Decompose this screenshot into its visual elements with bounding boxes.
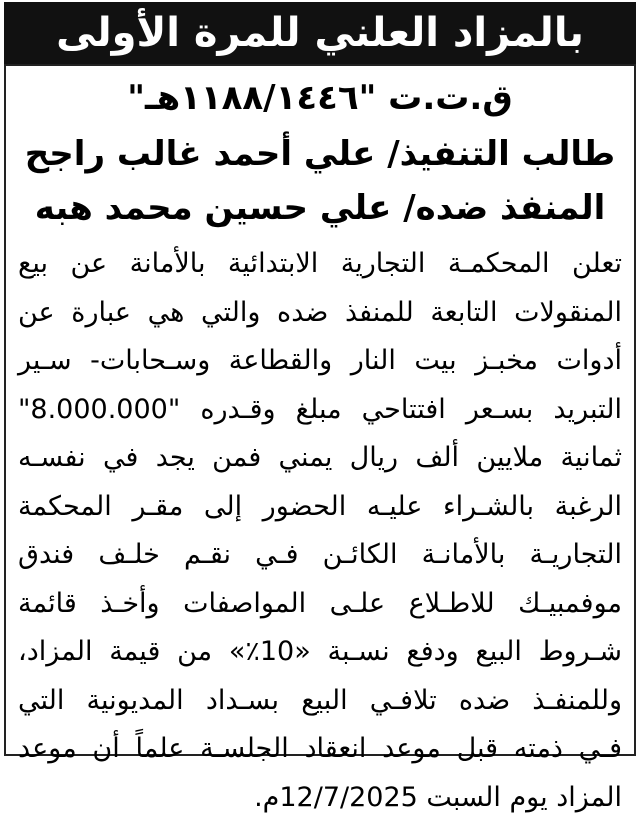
body-line: وللمنفـذ ضده تلافـي البيع بسـداد المديونية التي <box>18 677 622 726</box>
applicant-line: طالب التنفيذ/ علي أحمد غالب راجح <box>10 132 630 176</box>
respondent-line: المنفذ ضده/ علي حسين محمد هبه <box>10 186 630 230</box>
body-line: شـروط البيع ودفع نسـبة «10٪» من قيمة المزاد، <box>18 628 622 677</box>
case-number: ق.ت.ت "١١٨٨/١٤٤٦هـ" <box>10 76 630 120</box>
body-line-last: المزاد يوم السبت 12/7/2025م. <box>18 774 622 822</box>
body-line: فـي ذمته قبل موعد انعقاد الجلسـة علماً أن موعد <box>18 725 622 774</box>
body-line: المنقولات التابعة للمنفذ ضده والتي هي عبارة عن <box>18 289 622 338</box>
body-line: موفمبيـك للاطـلاع علـى المواصفات وأخـذ قائمة <box>18 580 622 629</box>
body-line: الرغبة بالشـراء عليـه الحضور إلى مقـر المحكمة <box>18 483 622 532</box>
body-line: ثمانية ملايين ألف ريال يمني فمن يجد في نفسـه <box>18 434 622 483</box>
body-line: أدوات مخبـز بيت النار والقطاعة وسـحابات- سـير <box>18 337 622 386</box>
body-line: التبريد بسـعر افتتاحي مبلغ وقـدره "8.000.000" <box>18 386 622 435</box>
body-line: تعلن المحكمـة التجارية الابتدائية بالأمانة عن بيع <box>18 240 622 289</box>
banner-title: بالمزاد العلني للمرة الأولى <box>56 10 584 56</box>
notice-body <box>18 240 622 822</box>
body-line: التجاريـة بالأمانـة الكائـن فـي نقـم خلـف فندق <box>18 531 622 580</box>
notice-banner <box>4 2 636 64</box>
